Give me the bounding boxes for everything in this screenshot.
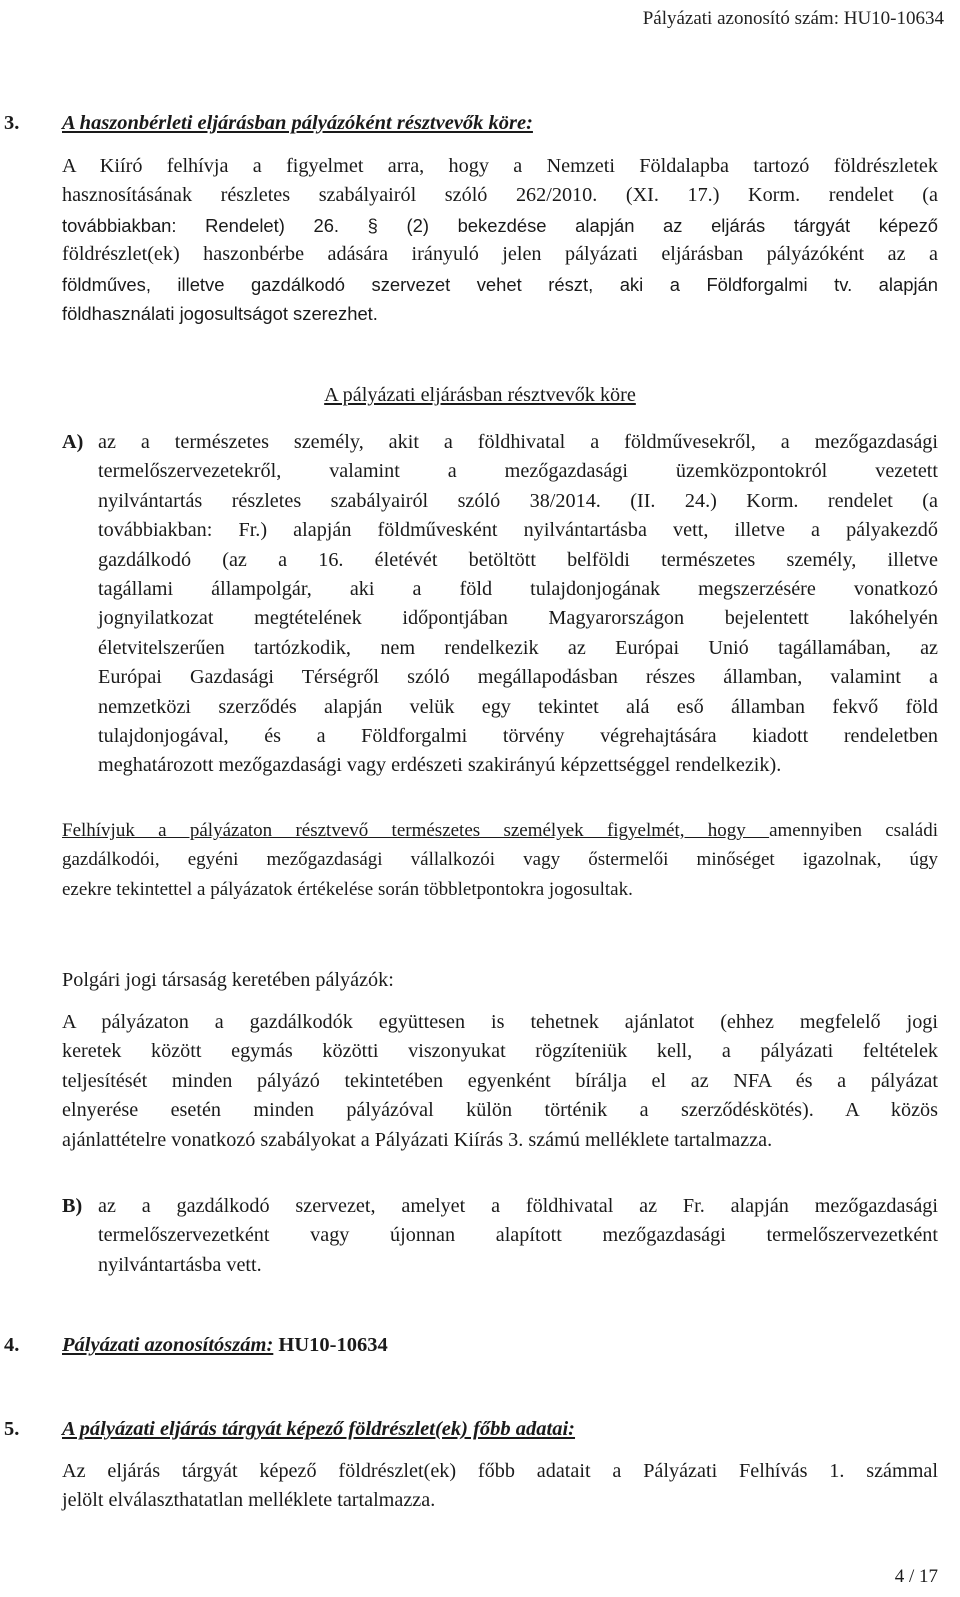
para-line: földhasználati jogosultságot szerezhet.: [62, 303, 378, 325]
para-line: A Kiíró felhívja a figyelmet arra, hogy a Nemzeti Földalapba tartozó földrészletek: [62, 155, 938, 177]
civil-paragraph: [62, 1008, 938, 1155]
item-a-line: az a természetes személy, akit a földhivatal a földművesekről, a mezőgazdasági: [98, 431, 938, 453]
section-5-line: jelölt elválaszthatatlan melléklete tartalmazza.: [62, 1489, 436, 1512]
item-a-line: nemzetközi szerződés alapján velük egy tekintet alá eső államban fekvő föld: [98, 695, 938, 718]
item-a-line: meghatározott mezőgazdasági vagy erdészeti szakirányú képzettséggel rendelkezik).: [98, 754, 782, 777]
civil-line: A pályázaton a gazdálkodók együttesen is tehetnek ajánlatot (ehhez megfelelő jogi: [62, 1011, 938, 1033]
item-a-label: A): [62, 431, 84, 453]
item-b-body: [98, 1192, 938, 1280]
section-5-title: A pályázati eljárás tárgyát képező földrészlet(ek) főbb adatai:: [62, 1418, 576, 1440]
section-4-heading: [62, 1334, 388, 1357]
notice-line: gazdálkodói, egyéni mezőgazdasági vállalkozói vagy őstermelői minőséget igazolnak, úgy: [62, 849, 938, 871]
item-b-label: B): [62, 1195, 83, 1217]
section-4-number: 4.: [4, 1334, 20, 1356]
item-a-line: életvitelszerűen tartózkodik, nem rendelkezik az Európai Unió tagállamában, az: [98, 636, 938, 659]
notice-underlined-text: Felhívjuk a pályázaton résztvevő természetes személyek figyelmét, hogy: [62, 820, 770, 841]
section-3-number: 3.: [4, 112, 20, 134]
section-5-line: Az eljárás tárgyát képező földrészlet(ek) főbb adatait a Pályázati Felhívás 1. számmal: [62, 1460, 938, 1482]
notice-line: ezekre tekintettel a pályázatok értékelése során többletpontokra jogosultak.: [62, 878, 633, 900]
document-header-id: Pályázati azonosító szám: HU10-10634: [642, 8, 944, 29]
item-a-line: Európai Gazdasági Térségről szóló megállapodásban részes államban, valamint a: [98, 666, 938, 689]
para-line: továbbiakban: Rendelet) 26. § (2) bekezdése alapján az eljárás tárgyát képező: [62, 214, 938, 236]
para-line: földrészlet(ek) haszonbérbe adására irányuló jelen pályázati eljárásban pályázóként az a: [62, 243, 938, 266]
page-number: 4 / 17: [894, 1566, 938, 1587]
section-3-title: A haszonbérleti eljárásban pályázóként résztvevők köre:: [62, 112, 533, 134]
item-a-line: jognyilatkozat megtételének időpontjában Magyarországon bejelentett lakóhelyén: [98, 607, 938, 630]
participants-subheading: A pályázati eljárásban résztvevők köre: [324, 384, 636, 406]
section-4-title: Pályázati azonosítószám:: [62, 1334, 274, 1356]
item-b-line: az a gazdálkodó szervezet, amelyet a földhivatal az Fr. alapján mezőgazdasági: [98, 1195, 938, 1217]
para-line: hasznosításának részletes szabályairól szóló 262/2010. (XI. 17.) Korm. rendelet (a: [62, 184, 938, 207]
item-a-line: termelőszervezetekről, valamint a mezőgazdasági üzemközpontokról vezetett: [98, 460, 938, 483]
civil-line: elnyerése esetén minden pályázóval külön történik a szerződéskötés). A közös: [62, 1099, 938, 1122]
section-5-number: 5.: [4, 1418, 20, 1440]
civil-line: keretek között egymás közötti viszonyukat rögzíteniük kell, a pályázati feltételek: [62, 1040, 938, 1063]
item-a-line: továbbiakban: Fr.) alapján földművesként nyilvántartásba vett, illetve a pályakezdő: [98, 519, 938, 542]
civil-heading: Polgári jogi társaság keretében pályázók:: [62, 969, 394, 991]
item-a-body: [98, 428, 938, 781]
section-3-paragraph: [62, 152, 938, 328]
notice-rest: amennyiben családi: [769, 820, 938, 841]
section-4-value: HU10-10634: [278, 1334, 388, 1356]
para-line: földműves, illetve gazdálkodó szervezet vehet részt, aki a Földforgalmi tv. alapján: [62, 273, 938, 295]
item-a-line: tagállami állampolgár, aki a föld tulajdonjogának megszerzésére vonatkozó: [98, 578, 938, 601]
notice-paragraph: [62, 816, 938, 904]
item-a-line: nyilvántartás részletes szabályairól szóló 38/2014. (II. 24.) Korm. rendelet (a: [98, 489, 938, 512]
civil-line: teljesítését minden pályázó tekintetében egyenként bírálja el az NFA és a pályázat: [62, 1069, 938, 1092]
item-b-line: termelőszervezetként vagy újonnan alapított mezőgazdasági termelőszervezetként: [98, 1224, 938, 1247]
civil-line: ajánlattételre vonatkozó szabályokat a Pályázati Kiírás 3. számú melléklete tartalmazza.: [62, 1128, 773, 1151]
item-b-line: nyilvántartásba vett.: [98, 1253, 262, 1276]
section-5-paragraph: [62, 1457, 938, 1516]
item-a-line: tulajdonjogával, és a Földforgalmi törvény végrehajtására kiadott rendeletben: [98, 725, 938, 748]
item-a-line: gazdálkodó (az a 16. életévét betöltött belföldi természetes személy, illetve: [98, 548, 938, 571]
notice-line: [62, 816, 938, 845]
